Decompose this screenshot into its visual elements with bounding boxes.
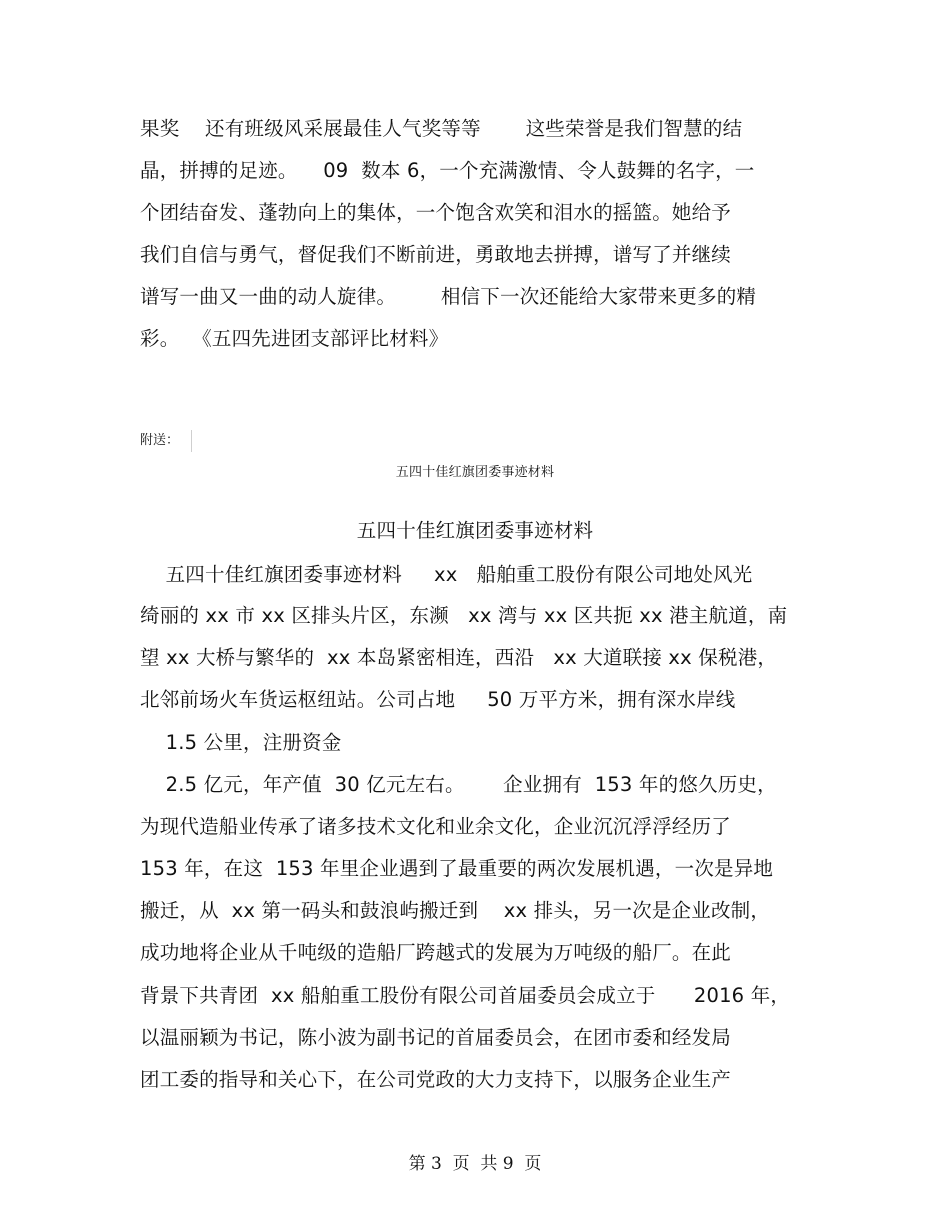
- text-line: 个团结奋发、蓬勃向上的集体，一个饱含欢笑和泪水的摇篮。她给予: [140, 201, 732, 224]
- text-line: 彩。 《五四先进团支部评比材料》: [140, 327, 449, 350]
- text-line: 谱写一曲又一曲的动人旋律。 相信下一次还能给大家带来更多的精: [140, 285, 757, 308]
- text-line: 五四十佳红旗团委事迹材料 xx 船舶重工股份有限公司地处风光: [140, 563, 753, 586]
- text-line: 以温丽颖为书记，陈小波为副书记的首届委员会，在团市委和经发局: [140, 1026, 732, 1049]
- text-line: 成功地将企业从千吨级的造船厂跨越式的发展为万吨级的船厂。在此: [140, 941, 732, 964]
- text-line: 为现代造船业传承了诸多技术文化和业余文化，企业沉沉浮浮经历了: [140, 815, 732, 838]
- text-line: 背景下共青团 xx 船舶重工股份有限公司首届委员会成立于 2016 年，: [140, 984, 791, 1007]
- page-footer: 第 3 页 共 9 页: [408, 1154, 542, 1174]
- text-line: 北邻前场火车货运枢纽站。公司占地 50 万平方米，拥有深水岸线: [140, 688, 736, 711]
- text-line: 我们自信与勇气，督促我们不断前进，勇敢地去拼搏，谱写了并继续: [140, 243, 732, 266]
- text-line: 果奖 还有班级风采展最佳人气奖等等 这些荣誉是我们智慧的结: [140, 117, 743, 140]
- attachment-label: 附送：: [140, 433, 180, 448]
- text-line: 望 xx 大桥与繁华的 xx 本岛紧密相连，西沿 xx 大道联接 xx 保税港，: [140, 646, 778, 669]
- text-line: 绮丽的 xx 市 xx 区排头片区，东濒 xx 湾与 xx 区共扼 xx 港主航道，南: [140, 604, 788, 627]
- divider: [191, 430, 192, 452]
- text-line: 搬迁，从 xx 第一码头和鼓浪屿搬迁到 xx 排头，另一次是企业改制，: [140, 899, 771, 922]
- text-line: 晶，拼搏的足迹。 09 数本 6，一个充满激情、令人鼓舞的名字，一: [140, 159, 755, 182]
- text-line: 1.5 公里，注册资金: [140, 731, 342, 754]
- main-title: 五四十佳红旗团委事迹材料: [356, 519, 594, 542]
- text-line: 团工委的指导和关心下，在公司党政的大力支持下，以服务企业生产: [140, 1068, 732, 1091]
- text-line: 2.5 亿元，年产值 30 亿元左右。 企业拥有 153 年的悠久历史，: [140, 773, 777, 796]
- small-title: 五四十佳红旗团委事迹材料: [395, 465, 555, 480]
- attachment-row: [140, 430, 192, 452]
- text-line: 153 年，在这 153 年里企业遇到了最重要的两次发展机遇，一次是异地: [140, 857, 774, 880]
